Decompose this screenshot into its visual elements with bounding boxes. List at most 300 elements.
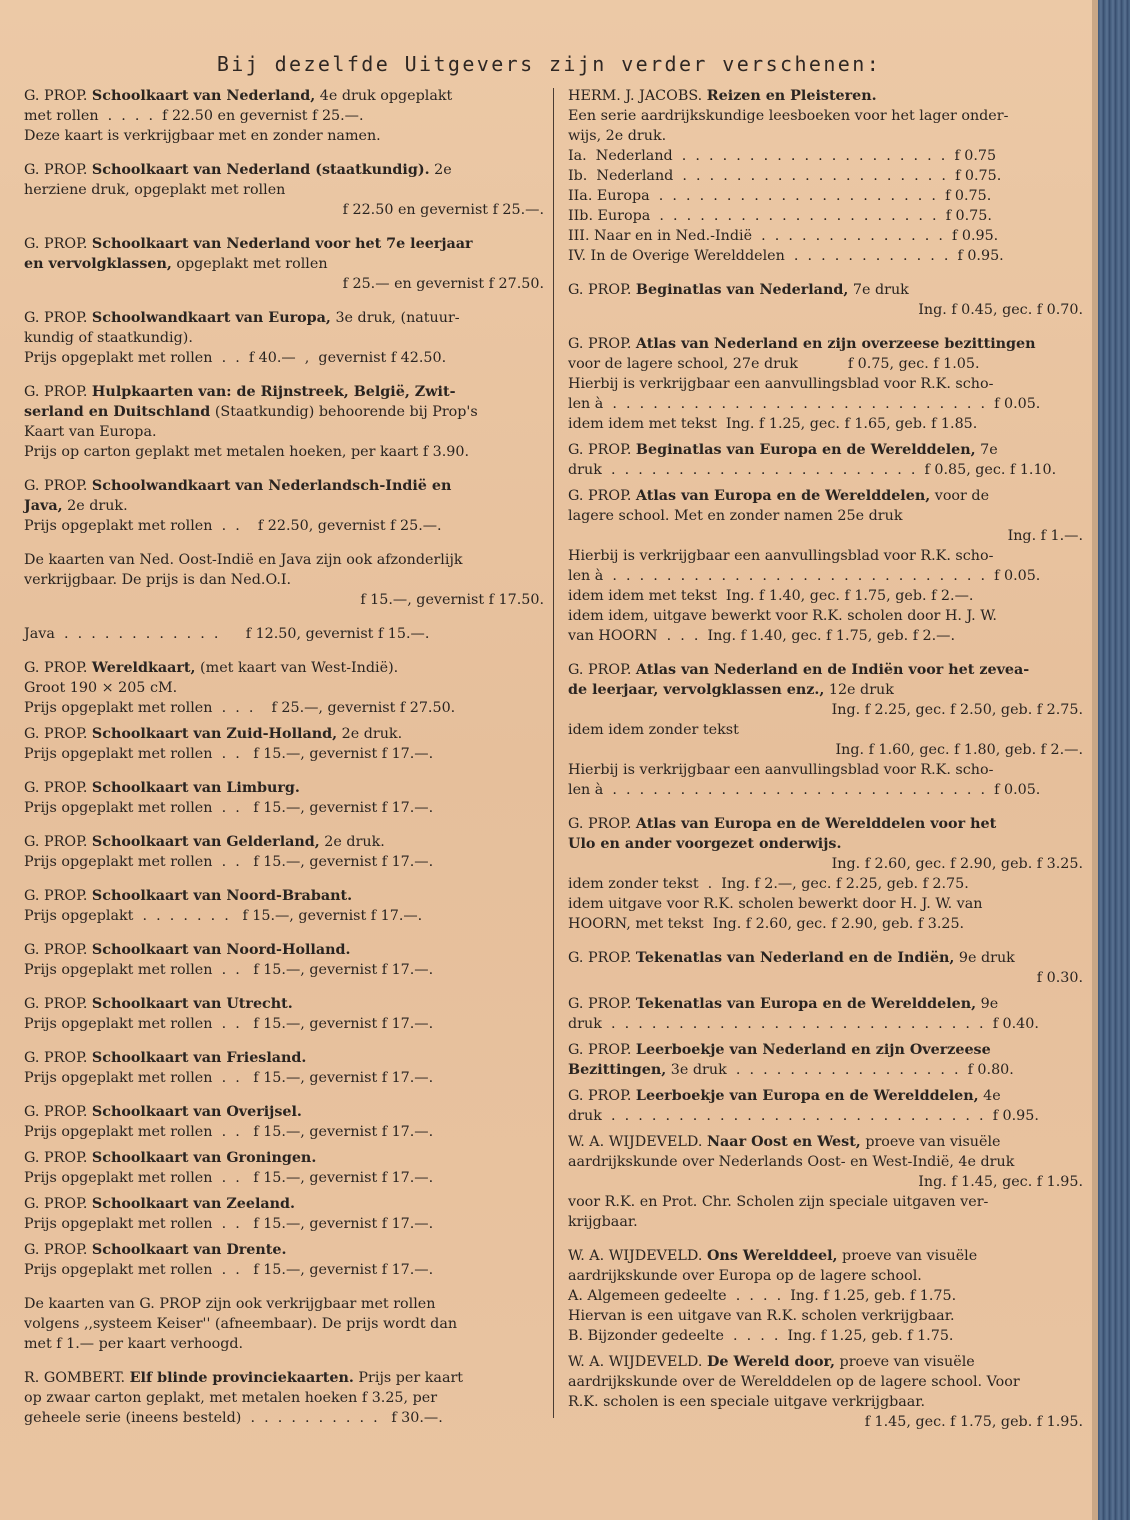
entry-line xyxy=(24,516,544,536)
entry-line xyxy=(568,1352,1083,1372)
entry-line xyxy=(568,1060,1083,1080)
catalog-entry xyxy=(24,1368,544,1428)
entry-text: Java . . . . . . . . . . . . f 12.50, gevernist f 15.—. xyxy=(24,626,430,642)
entry-line xyxy=(568,894,1083,914)
catalog-entry xyxy=(24,160,544,220)
entry-line xyxy=(24,570,544,590)
entry-title: Schoolkaart van Nederland voor het 7e leerjaar xyxy=(91,236,473,252)
catalog-entry xyxy=(568,994,1083,1034)
entry-line xyxy=(24,254,544,274)
entry-line xyxy=(568,1392,1083,1412)
entry-line xyxy=(24,348,544,368)
entry-line xyxy=(568,1266,1083,1286)
entry-line xyxy=(568,760,1083,780)
entry-text: G. PROP. xyxy=(568,950,636,966)
entry-line xyxy=(24,274,544,294)
entry-line xyxy=(568,506,1083,526)
book-spine xyxy=(1098,0,1130,1520)
entry-line xyxy=(24,778,544,798)
catalog-entry xyxy=(568,1086,1083,1126)
entry-title: Ulo en ander voorgezet onderwijs. xyxy=(568,836,842,852)
entry-title: Schoolkaart van Overijsel. xyxy=(91,1104,302,1120)
entry-line xyxy=(24,1068,544,1088)
entry-line xyxy=(24,1368,544,1388)
entry-line xyxy=(568,106,1083,126)
entry-line xyxy=(568,700,1083,720)
entry-text: 2e druk. xyxy=(337,726,403,742)
entry-text: Prijs opgeplakt met rollen . . f 40.— , gevernist f 42.50. xyxy=(24,350,447,366)
entry-title: Leerboekje van Nederland en zijn Overzeese xyxy=(635,1042,991,1058)
entry-title: Beginatlas van Nederland, xyxy=(635,282,849,298)
entry-line xyxy=(568,146,1083,166)
entry-line xyxy=(24,886,544,906)
entry-line xyxy=(568,300,1083,320)
entry-text: De kaarten van G. PROP zijn ook verkrijgbaar met rollen xyxy=(24,1296,436,1312)
entry-text: Prijs opgeplakt . . . . . . . f 15.—, gevernist f 17.—. xyxy=(24,908,423,924)
entry-title: Schoolkaart van Friesland. xyxy=(91,1050,307,1066)
column-divider xyxy=(553,88,554,1418)
entry-text: kundig of staatkundig). xyxy=(24,330,193,346)
catalog-entry xyxy=(24,550,544,610)
entry-text: G. PROP. xyxy=(24,162,92,178)
entry-line xyxy=(24,698,544,718)
entry-text: f 25.— en gevernist f 27.50. xyxy=(342,276,544,292)
entry-text: idem idem met tekst Ing. f 1.25, gec. f 1.65, geb. f 1.85. xyxy=(568,416,978,432)
entry-text: IV. In de Overige Werelddelen . . . . . . . . . . . . f 0.95. xyxy=(568,248,1004,264)
entry-line xyxy=(24,624,544,644)
entry-text: geheele serie (ineens besteld) . . . . . . . . . . f 30.—. xyxy=(24,1410,443,1426)
entry-line xyxy=(24,658,544,678)
entry-line xyxy=(568,874,1083,894)
entry-title: en vervolgklassen, xyxy=(24,256,172,272)
catalog-entry xyxy=(568,334,1083,434)
entry-text: Ia. Nederland . . . . . . . . . . . . . . . . . . . . f 0.75 xyxy=(568,148,997,164)
entry-text: met rollen . . . . f 22.50 en gevernist f 25.—. xyxy=(24,108,364,124)
entry-text: Prijs opgeplakt met rollen . . f 15.—, gevernist f 17.—. xyxy=(24,962,434,978)
entry-text: Prijs opgeplakt met rollen . . f 15.—, gevernist f 17.—. xyxy=(24,854,434,870)
entry-text: W. A. WIJDEVELD. xyxy=(568,1134,707,1150)
entry-text: G. PROP. xyxy=(568,1042,636,1058)
entry-text: verkrijgbaar. De prijs is dan Ned.O.I. xyxy=(24,572,292,588)
entry-text: proeve van visuële xyxy=(860,1134,1001,1150)
entry-text: G. PROP. xyxy=(568,282,636,298)
entry-text: (Staatkundig) behoorende bij Prop's xyxy=(210,404,478,420)
entry-text: druk . . . . . . . . . . . . . . . . . . . . . . . . . . . . f 0.95. xyxy=(568,1108,1039,1124)
entry-text: A. Algemeen gedeelte . . . . Ing. f 1.25, geb. f 1.75. xyxy=(568,1288,957,1304)
entry-line xyxy=(24,200,544,220)
catalog-entry xyxy=(24,886,544,926)
entry-line xyxy=(24,476,544,496)
entry-text: IIb. Europa . . . . . . . . . . . . . . . . . . . . . f 0.75. xyxy=(568,208,992,224)
catalog-entry xyxy=(24,308,544,368)
entry-text: voor R.K. en Prot. Chr. Scholen zijn speciale uitgaven ver- xyxy=(568,1194,989,1210)
entry-line xyxy=(24,940,544,960)
entry-text: G. PROP. xyxy=(24,236,92,252)
entry-line xyxy=(24,1240,544,1260)
entry-line xyxy=(568,566,1083,586)
entry-line xyxy=(24,832,544,852)
entry-text: f 22.50 en gevernist f 25.—. xyxy=(342,202,544,218)
entry-title: Schoolkaart van Gelderland, xyxy=(91,834,320,850)
entry-text: (met kaart van West-Indië). xyxy=(195,660,399,676)
catalog-entry xyxy=(568,1352,1083,1432)
entry-text: aardrijkskunde over de Werelddelen op de lagere school. Voor xyxy=(568,1374,1020,1390)
entry-title: Schoolkaart van Nederland (staatkundig). xyxy=(91,162,430,178)
entry-text: 7e xyxy=(975,442,998,458)
entry-text: G. PROP. xyxy=(24,1050,92,1066)
entry-text: G. PROP. xyxy=(568,816,636,832)
entry-line xyxy=(24,1408,544,1428)
entry-title: Schoolkaart van Drente. xyxy=(91,1242,287,1258)
entry-line xyxy=(24,1102,544,1122)
catalog-entry xyxy=(24,658,544,718)
entry-line xyxy=(24,180,544,200)
entry-text: IIa. Europa . . . . . . . . . . . . . . . . . . . . . f 0.75. xyxy=(568,188,992,204)
entry-text: B. Bijzonder gedeelte . . . . Ing. f 1.25, geb. f 1.75. xyxy=(568,1328,954,1344)
left-column xyxy=(24,86,544,1442)
entry-title: Ons Werelddeel, xyxy=(706,1248,838,1264)
entry-text: Prijs opgeplakt met rollen . . f 15.—, gevernist f 17.—. xyxy=(24,1016,434,1032)
entry-line xyxy=(24,1214,544,1234)
catalog-entry xyxy=(568,1040,1083,1080)
catalog-entry xyxy=(24,382,544,462)
entry-line xyxy=(24,906,544,926)
entry-text: len à . . . . . . . . . . . . . . . . . . . . . . . . . . . . f 0.05. xyxy=(568,568,1041,584)
catalog-entry xyxy=(24,994,544,1034)
entry-text: G. PROP. xyxy=(24,996,92,1012)
entry-title: Reizen en Pleisteren. xyxy=(706,88,877,104)
entry-title: Atlas van Europa en de Werelddelen voor het xyxy=(635,816,997,832)
entry-line xyxy=(24,402,544,422)
entry-line xyxy=(568,680,1083,700)
catalog-entry xyxy=(24,940,544,980)
catalog-entry xyxy=(24,1048,544,1088)
entry-title: Schoolkaart van Noord-Holland. xyxy=(91,942,351,958)
entry-line xyxy=(568,1040,1083,1060)
entry-title: Schoolkaart van Utrecht. xyxy=(91,996,293,1012)
entry-line xyxy=(568,914,1083,934)
entry-line xyxy=(568,1326,1083,1346)
entry-line xyxy=(24,86,544,106)
catalog-entry xyxy=(24,86,544,146)
entry-line xyxy=(568,246,1083,266)
entry-line xyxy=(24,590,544,610)
entry-text: Prijs opgeplakt met rollen . . f 15.—, gevernist f 17.—. xyxy=(24,1124,434,1140)
catalog-entry xyxy=(568,486,1083,646)
entry-line xyxy=(568,414,1083,434)
entry-line xyxy=(24,744,544,764)
entry-line xyxy=(568,720,1083,740)
entry-text: idem uitgave voor R.K. scholen bewerkt door H. J. W. van xyxy=(568,896,983,912)
entry-title: Schoolkaart van Nederland, xyxy=(91,88,316,104)
entry-text: G. PROP. xyxy=(24,888,92,904)
entry-line xyxy=(568,660,1083,680)
entry-line xyxy=(568,1132,1083,1152)
entry-text: G. PROP. xyxy=(568,662,636,678)
entry-text: 2e xyxy=(429,162,452,178)
entry-text: HOORN, met tekst Ing. f 2.60, gec. f 2.90, geb. f 3.25. xyxy=(568,916,965,932)
entry-text: De kaarten van Ned. Oost-Indië en Java zijn ook afzonderlijk xyxy=(24,552,463,568)
entry-text: Prijs op carton geplakt met metalen hoeken, per kaart f 3.90. xyxy=(24,444,470,460)
entry-line xyxy=(568,1014,1083,1034)
entry-line xyxy=(24,1122,544,1142)
entry-text: G. PROP. xyxy=(24,726,92,742)
entry-text: krijgbaar. xyxy=(568,1214,638,1230)
entry-title: de leerjaar, vervolgklassen enz., xyxy=(568,682,825,698)
entry-text: aardrijkskunde over Europa op de lagere school. xyxy=(568,1268,922,1284)
entry-text: Ing. f 2.25, gec. f 2.50, geb. f 2.75. xyxy=(831,702,1083,718)
catalog-entry xyxy=(24,778,544,818)
entry-line xyxy=(24,550,544,570)
entry-line xyxy=(24,1148,544,1168)
entry-line xyxy=(568,374,1083,394)
entry-line xyxy=(568,1152,1083,1172)
entry-text: W. A. WIJDEVELD. xyxy=(568,1248,707,1264)
entry-text: Ing. f 0.45, gec. f 0.70. xyxy=(918,302,1083,318)
catalog-entry xyxy=(24,476,544,536)
entry-text: G. PROP. xyxy=(568,1088,636,1104)
catalog-entry xyxy=(24,234,544,294)
entry-text: G. PROP. xyxy=(24,942,92,958)
entry-line xyxy=(568,1306,1083,1326)
entry-line xyxy=(568,968,1083,988)
entry-text: Prijs opgeplakt met rollen . . f 15.—, gevernist f 17.—. xyxy=(24,1262,434,1278)
entry-line xyxy=(568,280,1083,300)
entry-text: Ing. f 2.60, gec. f 2.90, geb. f 3.25. xyxy=(831,856,1083,872)
entry-text: Deze kaart is verkrijgbaar met en zonder namen. xyxy=(24,128,381,144)
entry-text: proeve van visuële xyxy=(837,1248,978,1264)
entry-title: Elf blinde provinciekaarten. xyxy=(129,1370,354,1386)
entry-line xyxy=(568,394,1083,414)
entry-text: Ing. f 1.45, gec. f 1.95. xyxy=(918,1174,1083,1190)
entry-title: Atlas van Europa en de Werelddelen, xyxy=(635,488,931,504)
entry-text: G. PROP. xyxy=(568,488,636,504)
entry-title: Wereldkaart, xyxy=(91,660,196,676)
catalog-entry xyxy=(24,724,544,764)
catalog-entry xyxy=(24,624,544,644)
entry-text: Prijs opgeplakt met rollen . . f 15.—, gevernist f 17.—. xyxy=(24,1170,434,1186)
entry-line xyxy=(24,1294,544,1314)
entry-line xyxy=(24,960,544,980)
entry-title: Schoolkaart van Zuid-Holland, xyxy=(91,726,338,742)
entry-text: lagere school. Met en zonder namen 25e druk xyxy=(568,508,903,524)
entry-line xyxy=(568,186,1083,206)
catalog-entry xyxy=(24,1194,544,1234)
entry-text: Prijs opgeplakt met rollen . . f 15.—, gevernist f 17.—. xyxy=(24,746,434,762)
entry-text: Groot 190 × 205 cM. xyxy=(24,680,178,696)
entry-text: opgeplakt met rollen xyxy=(171,256,328,272)
entry-text: HERM. J. JACOBS. xyxy=(568,88,707,104)
entry-line xyxy=(24,798,544,818)
entry-line xyxy=(24,234,544,254)
entry-line xyxy=(24,496,544,516)
entry-text: 9e xyxy=(976,996,999,1012)
entry-line xyxy=(24,724,544,744)
entry-line xyxy=(24,1388,544,1408)
entry-title: De Wereld door, xyxy=(706,1354,835,1370)
entry-title: Java, xyxy=(24,498,63,514)
entry-text: len à . . . . . . . . . . . . . . . . . . . . . . . . . . . . f 0.05. xyxy=(568,782,1041,798)
entry-line xyxy=(568,1372,1083,1392)
entry-line xyxy=(568,606,1083,626)
entry-line xyxy=(568,994,1083,1014)
entry-line xyxy=(568,780,1083,800)
entry-line xyxy=(24,1168,544,1188)
entry-title: Hulpkaarten van: de Rijnstreek, België, Zwit- xyxy=(91,384,456,400)
entry-line xyxy=(568,834,1083,854)
entry-text: III. Naar en in Ned.-Indië . . . . . . . . . . . . . . f 0.95. xyxy=(568,228,999,244)
catalog-entry xyxy=(24,1294,544,1354)
entry-line xyxy=(24,852,544,872)
entry-text: 3e druk, (natuur- xyxy=(330,310,460,326)
entry-line xyxy=(568,1212,1083,1232)
entry-line xyxy=(568,1286,1083,1306)
entry-text: W. A. WIJDEVELD. xyxy=(568,1354,707,1370)
entry-line xyxy=(568,586,1083,606)
entry-line xyxy=(568,626,1083,646)
entry-line xyxy=(568,460,1083,480)
entry-text: voor de xyxy=(930,488,990,504)
entry-text: druk . . . . . . . . . . . . . . . . . . . . . . . . . . . . f 0.40. xyxy=(568,1016,1039,1032)
entry-title: Tekenatlas van Europa en de Werelddelen, xyxy=(635,996,977,1012)
catalog-entry xyxy=(568,660,1083,800)
entry-line xyxy=(24,1314,544,1334)
page-header: Bij dezelfde Uitgevers zijn verder verschenen: xyxy=(216,52,882,76)
entry-line xyxy=(24,442,544,462)
entry-text: 12e druk xyxy=(824,682,894,698)
entry-text: R.K. scholen is een speciale uitgave verkrijgbaar. xyxy=(568,1394,926,1410)
entry-text: f 0.30. xyxy=(1036,970,1083,986)
catalog-entry xyxy=(24,1240,544,1280)
catalog-entry xyxy=(568,1132,1083,1232)
entry-text: druk . . . . . . . . . . . . . . . . . . . . . . . f 0.85, gec. f 1.10. xyxy=(568,462,1057,478)
entry-text: idem idem zonder tekst xyxy=(568,722,739,738)
entry-text: G. PROP. xyxy=(568,336,636,352)
entry-line xyxy=(568,1106,1083,1126)
entry-text: Prijs opgeplakt met rollen . . f 15.—, gevernist f 17.—. xyxy=(24,1216,434,1232)
entry-text: Ing. f 1.—. xyxy=(1007,528,1083,544)
entry-line xyxy=(568,854,1083,874)
entry-title: Tekenatlas van Nederland en de Indiën, xyxy=(635,950,955,966)
entry-title: Schoolkaart van Zeeland. xyxy=(91,1196,296,1212)
entry-text: Prijs opgeplakt met rollen . . . f 25.—, gevernist f 27.50. xyxy=(24,700,456,716)
entry-line xyxy=(568,166,1083,186)
entry-title: serland en Duitschland xyxy=(24,404,211,420)
entry-text: met f 1.— per kaart verhoogd. xyxy=(24,1336,244,1352)
entry-text: 9e druk xyxy=(954,950,1015,966)
entry-title: Atlas van Nederland en zijn overzeese bezittingen xyxy=(635,336,1036,352)
entry-text: Hierbij is verkrijgbaar een aanvullingsblad voor R.K. scho- xyxy=(568,376,994,392)
entry-text: wijs, 2e druk. xyxy=(568,128,667,144)
entry-text: Prijs opgeplakt met rollen . . f 15.—, gevernist f 17.—. xyxy=(24,1070,434,1086)
entry-text: G. PROP. xyxy=(568,996,636,1012)
entry-line xyxy=(568,1412,1083,1432)
entry-line xyxy=(568,86,1083,106)
entry-text: G. PROP. xyxy=(24,88,92,104)
entry-title: Leerboekje van Europa en de Werelddelen, xyxy=(635,1088,979,1104)
entry-line xyxy=(24,126,544,146)
entry-title: Schoolwandkaart van Europa, xyxy=(91,310,331,326)
right-column xyxy=(568,86,1083,1446)
entry-title: Beginatlas van Europa en de Werelddelen, xyxy=(635,442,976,458)
entry-title: Atlas van Nederland en de Indiën voor het zevea- xyxy=(635,662,1030,678)
entry-line xyxy=(24,422,544,442)
entry-text: idem idem, uitgave bewerkt voor R.K. scholen door H. J. W. xyxy=(568,608,997,624)
catalog-entry xyxy=(24,1102,544,1142)
entry-line xyxy=(24,1014,544,1034)
entry-text: volgens ,,systeem Keiser'' (afneembaar). De prijs wordt dan xyxy=(24,1316,458,1332)
entry-line xyxy=(568,126,1083,146)
entry-line xyxy=(568,1192,1083,1212)
entry-line xyxy=(24,1334,544,1354)
entry-text: R. GOMBERT. xyxy=(24,1370,130,1386)
entry-line xyxy=(568,226,1083,246)
entry-line xyxy=(568,486,1083,506)
entry-text: 7e druk xyxy=(848,282,909,298)
entry-text: idem idem met tekst Ing. f 1.40, gec. f 1.75, geb. f 2.—. xyxy=(568,588,974,604)
catalog-entry xyxy=(568,86,1083,266)
entry-text: proeve van visuële xyxy=(835,1354,975,1370)
entry-text: op zwaar carton geplakt, met metalen hoeken f 3.25, per xyxy=(24,1390,438,1406)
entry-text: G. PROP. xyxy=(24,310,92,326)
catalog-entry xyxy=(568,280,1083,320)
entry-text: 3e druk . . . . . . . . . . . . . . . . . f 0.80. xyxy=(666,1062,1014,1078)
entry-line xyxy=(568,948,1083,968)
catalog-entry xyxy=(24,1148,544,1188)
entry-text: G. PROP. xyxy=(24,1242,92,1258)
entry-line xyxy=(24,1194,544,1214)
entry-text: Hierbij is verkrijgbaar een aanvullingsblad voor R.K. scho- xyxy=(568,548,994,564)
entry-text: herziene druk, opgeplakt met rollen xyxy=(24,182,286,198)
entry-line xyxy=(568,740,1083,760)
entry-text: 2e druk. xyxy=(319,834,385,850)
entry-text: G. PROP. xyxy=(24,384,92,400)
entry-text: Ing. f 1.60, gec. f 1.80, geb. f 2.—. xyxy=(835,742,1083,758)
entry-text: G. PROP. xyxy=(24,1150,92,1166)
entry-text: Hiervan is een uitgave van R.K. scholen verkrijgbaar. xyxy=(568,1308,955,1324)
entry-text: voor de lagere school, 27e druk f 0.75, gec. f 1.05. xyxy=(568,356,980,372)
entry-text: G. PROP. xyxy=(568,442,636,458)
entry-text: 4e xyxy=(978,1088,1001,1104)
entry-title: Schoolwandkaart van Nederlandsch-Indië en xyxy=(91,478,452,494)
entry-text: 2e druk. xyxy=(62,498,128,514)
entry-line xyxy=(568,206,1083,226)
entry-text: Een serie aardrijkskundige leesboeken voor het lager onder- xyxy=(568,108,1009,124)
entry-line xyxy=(24,1260,544,1280)
entry-text: Prijs opgeplakt met rollen . . f 22.50, gevernist f 25.—. xyxy=(24,518,442,534)
entry-text: f 1.45, gec. f 1.75, geb. f 1.95. xyxy=(864,1414,1083,1430)
entry-title: Schoolkaart van Limburg. xyxy=(91,780,300,796)
entry-text: G. PROP. xyxy=(24,834,92,850)
catalog-entry xyxy=(568,948,1083,988)
catalog-entry xyxy=(568,814,1083,934)
entry-line xyxy=(24,160,544,180)
entry-line xyxy=(568,526,1083,546)
entry-title: Naar Oost en West, xyxy=(706,1134,861,1150)
entry-text: Ib. Nederland . . . . . . . . . . . . . . . . . . . . f 0.75. xyxy=(568,168,1002,184)
entry-text: len à . . . . . . . . . . . . . . . . . . . . . . . . . . . . f 0.05. xyxy=(568,396,1041,412)
entry-line xyxy=(568,1172,1083,1192)
entry-line xyxy=(568,334,1083,354)
entry-title: Schoolkaart van Noord-Brabant. xyxy=(91,888,353,904)
catalog-entry xyxy=(568,1246,1083,1346)
entry-line xyxy=(568,1246,1083,1266)
entry-line xyxy=(568,814,1083,834)
entry-text: G. PROP. xyxy=(24,780,92,796)
entry-line xyxy=(24,994,544,1014)
entry-line xyxy=(24,308,544,328)
entry-line xyxy=(24,1048,544,1068)
